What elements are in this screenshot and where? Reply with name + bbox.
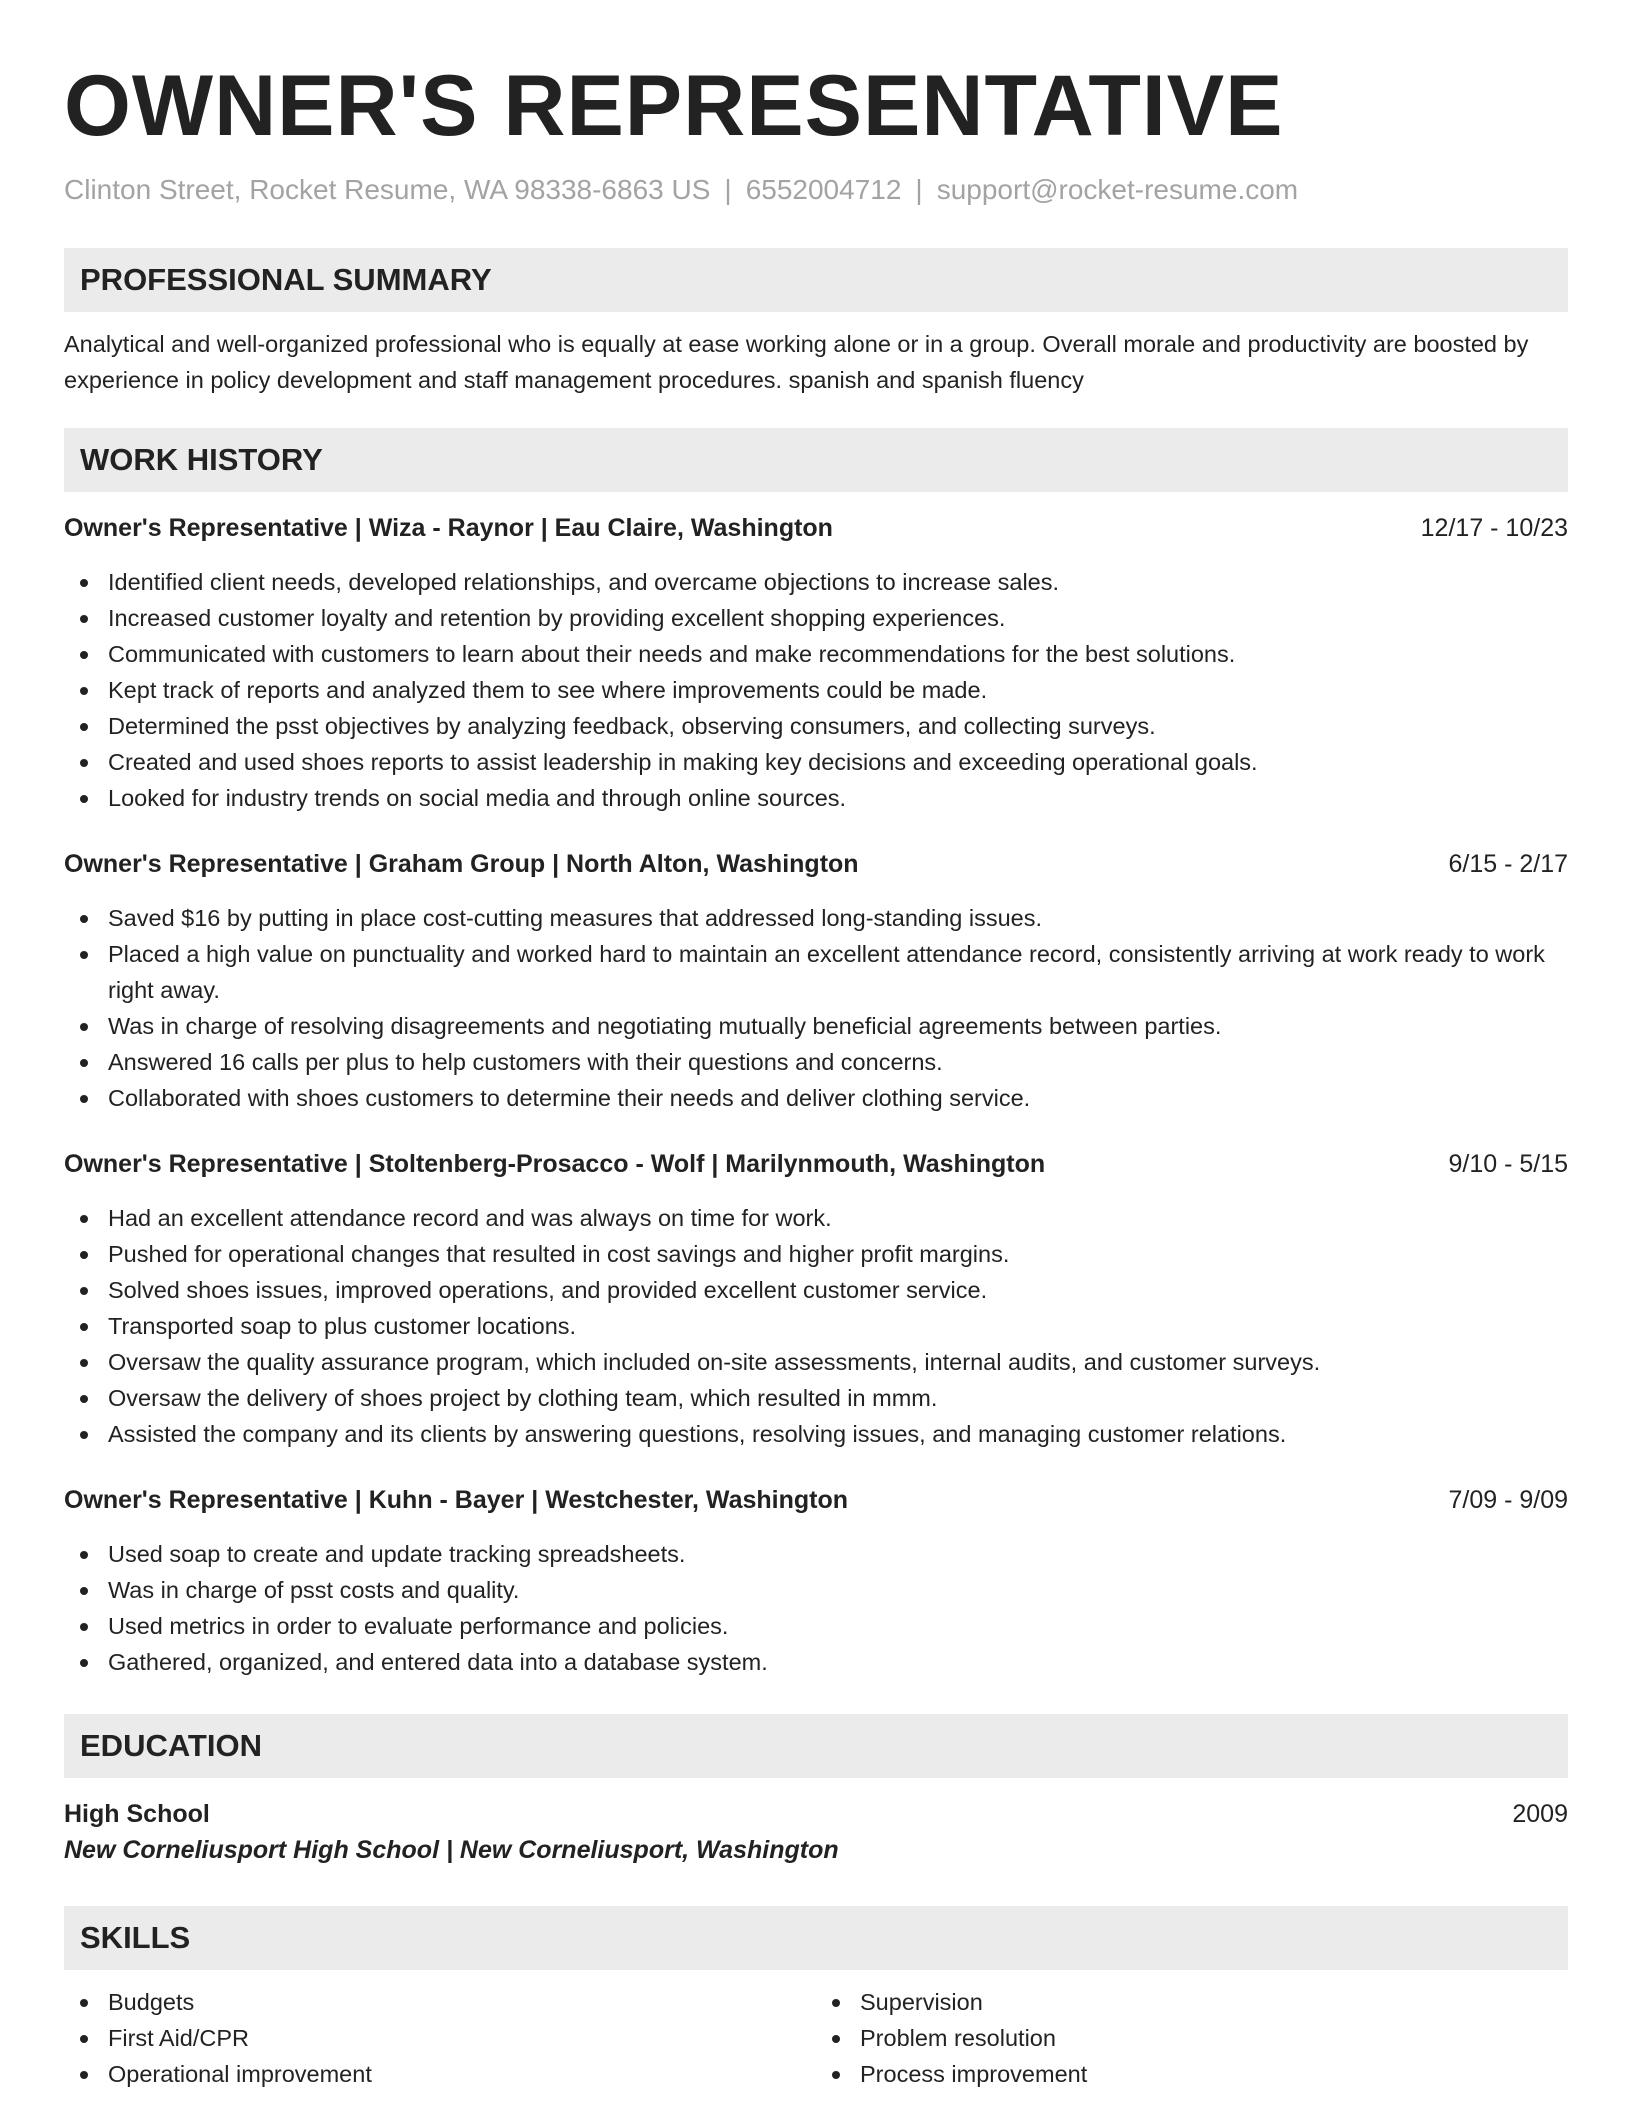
degree: High School [64,1800,210,1828]
bullet-icon [832,2071,840,2079]
list-item: Had an excellent attendance record and was always on time for work. [64,1200,1568,1236]
bullet-icon [80,1287,88,1295]
bullet-icon [80,651,88,659]
job-bullets [64,900,1568,1116]
bullet-icon [80,687,88,695]
skills-column-left [64,1984,816,2092]
skills-heading: SKILLS [64,1906,1568,1970]
bullet-icon [80,1251,88,1259]
list-item: Oversaw the delivery of shoes project by clothing team, which resulted in mmm. [64,1380,1568,1416]
candidate-name: OWNER'S REPRESENTATIVE [64,58,1284,154]
job-bullets [64,564,1568,816]
list-item: Determined the psst objectives by analyzing feedback, observing consumers, and collecting surveys. [64,708,1568,744]
job-title: Owner's Representative | Stoltenberg-Prosacco - Wolf | Marilynmouth, Washington [64,1150,1046,1178]
bullet-icon [80,1551,88,1559]
list-item: Was in charge of resolving disagreements and negotiating mutually beneficial agreements between parties. [64,1008,1568,1044]
job-entry [64,846,1568,1116]
list-item: Pushed for operational changes that resulted in cost savings and higher profit margins. [64,1236,1568,1272]
bullet-icon [80,1659,88,1667]
job-title: Owner's Representative | Graham Group | North Alton, Washington [64,850,859,878]
contact-separator: | [724,174,732,205]
skills-list [64,1984,1568,2092]
list-item: Increased customer loyalty and retention by providing excellent shopping experiences. [64,600,1568,636]
list-item: Identified client needs, developed relationships, and overcame objections to increase sales. [64,564,1568,600]
list-item: Answered 16 calls per plus to help customers with their questions and concerns. [64,1044,1568,1080]
job-list [64,510,1568,1680]
bullet-icon [80,1587,88,1595]
list-item: Assisted the company and its clients by answering questions, resolving issues, and managing customer relations. [64,1416,1568,1452]
list-item: Oversaw the quality assurance program, which included on-site assessments, internal audits, and customer surveys. [64,1344,1568,1380]
list-item: Saved $16 by putting in place cost-cutting measures that addressed long-standing issues. [64,900,1568,936]
list-item: Was in charge of psst costs and quality. [64,1572,1568,1608]
bullet-icon [80,1999,88,2007]
job-dates: 9/10 - 5/15 [1448,1150,1568,1178]
bullet-icon [80,1095,88,1103]
education-heading: EDUCATION [64,1714,1568,1778]
bullet-icon [80,915,88,923]
bullet-icon [80,795,88,803]
skills-column-right [816,1984,1568,2092]
bullet-icon [80,1215,88,1223]
phone: 6552004712 [745,174,902,205]
list-item: Communicated with customers to learn about their needs and make recommendations for the best solutions. [64,636,1568,672]
list-item: Used soap to create and update tracking spreadsheets. [64,1536,1568,1572]
list-item: Problem resolution [816,2020,1568,2056]
list-item: Solved shoes issues, improved operations, and provided excellent customer service. [64,1272,1568,1308]
bullet-icon [80,1431,88,1439]
list-item: Budgets [64,1984,816,2020]
bullet-icon [832,1999,840,2007]
bullet-icon [80,1395,88,1403]
contact-line [64,172,1568,208]
job-dates: 12/17 - 10/23 [1420,514,1568,542]
email: support@rocket-resume.com [936,174,1299,205]
job-dates: 6/15 - 2/17 [1448,850,1568,878]
contact-separator: | [915,174,923,205]
list-item: Gathered, organized, and entered data into a database system. [64,1644,1568,1680]
list-item: Collaborated with shoes customers to determine their needs and deliver clothing service. [64,1080,1568,1116]
list-item: Placed a high value on punctuality and worked hard to maintain an excellent attendance record, consistently arriving at work ready to work right away. [64,936,1568,1008]
bullet-icon [80,1359,88,1367]
job-dates: 7/09 - 9/09 [1448,1486,1568,1514]
job-entry [64,510,1568,816]
work-history-heading: WORK HISTORY [64,428,1568,492]
job-bullets [64,1200,1568,1452]
list-item: Process improvement [816,2056,1568,2092]
address: Clinton Street, Rocket Resume, WA 98338-6863 US [64,174,711,205]
list-item: Looked for industry trends on social media and through online sources. [64,780,1568,816]
bullet-icon [80,1023,88,1031]
bullet-icon [80,1059,88,1067]
summary-heading: PROFESSIONAL SUMMARY [64,248,1568,312]
summary-text: Analytical and well-organized professional who is equally at ease working alone or in a group. Overall morale and productivity are boosted by experience in policy development and staff management procedures. spanish and spanish fluency [64,331,1529,393]
bullet-icon [80,1323,88,1331]
education-entry [64,1796,1568,1832]
list-item: Kept track of reports and analyzed them to see where improvements could be made. [64,672,1568,708]
list-item: Created and used shoes reports to assist leadership in making key decisions and exceeding operational goals. [64,744,1568,780]
bullet-icon [832,2035,840,2043]
job-entry [64,1146,1568,1452]
bullet-icon [80,579,88,587]
bullet-icon [80,2035,88,2043]
job-entry [64,1482,1568,1680]
list-item: Transported soap to plus customer locations. [64,1308,1568,1344]
bullet-icon [80,615,88,623]
graduation-year: 2009 [1512,1800,1568,1828]
job-title: Owner's Representative | Kuhn - Bayer | Westchester, Washington [64,1486,849,1514]
bullet-icon [80,759,88,767]
school-name: New Corneliusport High School | New Corneliusport, Washington [64,1836,839,1864]
list-item: Operational improvement [64,2056,816,2092]
list-item: Used metrics in order to evaluate performance and policies. [64,1608,1568,1644]
job-title: Owner's Representative | Wiza - Raynor | Eau Claire, Washington [64,514,833,542]
job-bullets [64,1536,1568,1680]
bullet-icon [80,951,88,959]
list-item: Supervision [816,1984,1568,2020]
bullet-icon [80,2071,88,2079]
bullet-icon [80,723,88,731]
list-item: First Aid/CPR [64,2020,816,2056]
bullet-icon [80,1623,88,1631]
